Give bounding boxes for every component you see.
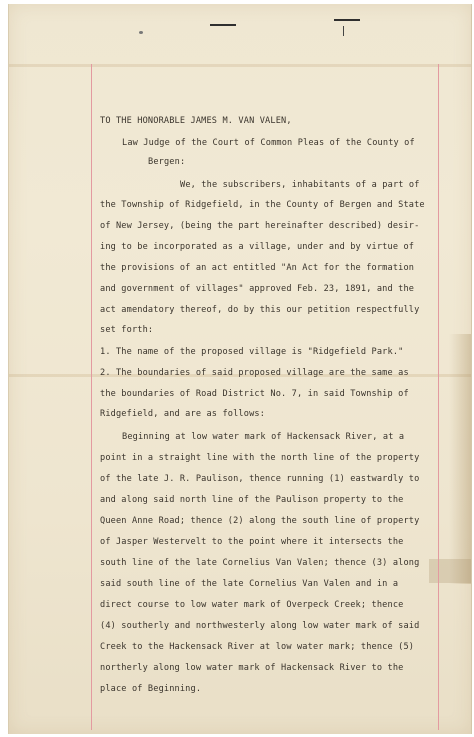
numbered-item-1: 1. The name of the proposed village is "Ridgefield Park." [100, 347, 404, 357]
body-text-line: and government of villages" approved Feb. 23, 1891, and the [100, 284, 415, 294]
paper-stain [429, 559, 471, 583]
boundary-description-line: said south line of the late Cornelius Van Valen and in a [100, 579, 399, 589]
boundary-description-line: (4) southerly and northwesterly along low water mark of said [100, 621, 420, 631]
body-text-line: ing to be incorporated as a village, under and by virtue of [100, 242, 415, 252]
body-text-line: act amendatory thereof, do by this our petition respectfully [100, 305, 420, 315]
body-text-line: We, the subscribers, inhabitants of a part of [180, 180, 420, 190]
boundary-description-line: northerly along low water mark of Hackensack River to the [100, 663, 404, 673]
boundary-description-line: point in a straight line with the north line of the property [100, 453, 420, 463]
body-text-line: of New Jersey, (being the part hereinafter described) desir- [100, 221, 420, 231]
body-text-line: the boundaries of Road District No. 7, in said Township of [100, 389, 409, 399]
body-text-line: set forth: [100, 325, 154, 335]
header-rule-mark [334, 19, 360, 21]
addressee-county-line: Bergen: [148, 157, 186, 167]
boundary-description-line: Queen Anne Road; thence (2) along the south line of property [100, 516, 420, 526]
paper-stain [449, 334, 471, 584]
boundary-description-line: and along said north line of the Paulison property to the [100, 495, 404, 505]
boundary-description-line: place of Beginning. [100, 684, 202, 694]
body-text-line: the provisions of an act entitled "An Act for the formation [100, 263, 415, 273]
boundary-description-line: direct course to low water mark of Overpeck Creek; thence [100, 600, 404, 610]
paper-fold [9, 64, 471, 67]
addressee-title-line: Law Judge of the Court of Common Pleas of the County of [122, 138, 415, 148]
left-margin-line [91, 64, 92, 730]
body-text-line: the Township of Ridgefield, in the County of Bergen and State [100, 200, 425, 210]
boundary-description-line: of the late J. R. Paulison, thence running (1) eastwardly to [100, 474, 420, 484]
right-margin-line [438, 64, 439, 730]
boundary-description-line: south line of the late Cornelius Van Valen; thence (3) along [100, 558, 420, 568]
boundary-description-line: Beginning at low water mark of Hackensack River, at a [122, 432, 405, 442]
boundary-description-line: of Jasper Westervelt to the point where it intersects the [100, 537, 404, 547]
header-tick-mark [343, 26, 344, 36]
header-rule-mark [210, 24, 236, 26]
ink-speck [139, 31, 143, 34]
body-text-line: Ridgefield, and are as follows: [100, 409, 266, 419]
salutation-line: TO THE HONORABLE JAMES M. VAN VALEN, [100, 116, 292, 126]
boundary-description-line: Creek to the Hackensack River at low water mark; thence (5) [100, 642, 415, 652]
numbered-item-2: 2. The boundaries of said proposed village are the same as [100, 368, 409, 378]
